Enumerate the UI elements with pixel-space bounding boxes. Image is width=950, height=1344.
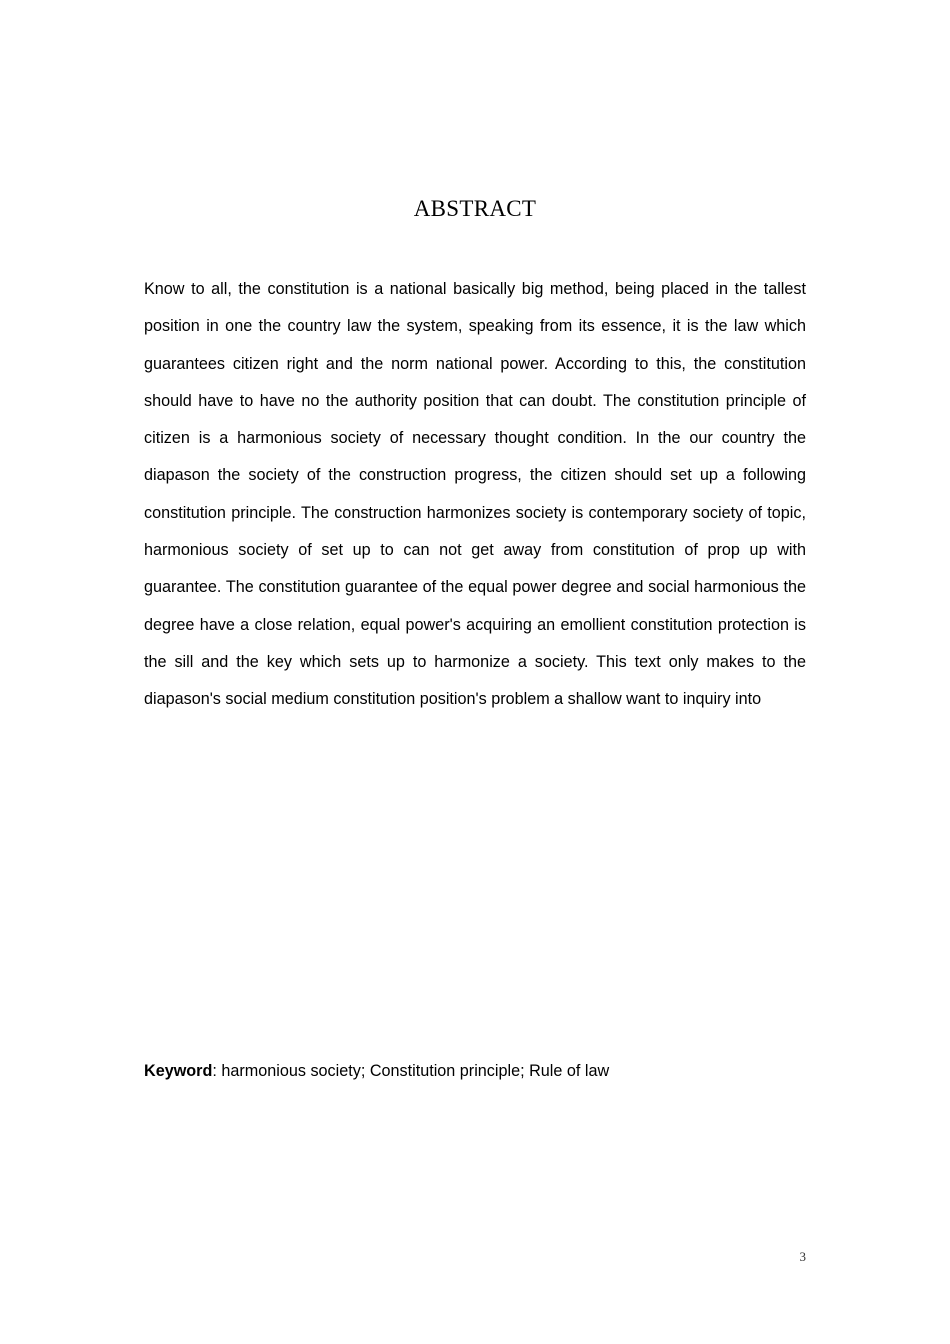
page-number: 3 bbox=[799, 1249, 806, 1264]
keyword-label: Keyword bbox=[144, 1062, 213, 1080]
keywords-line bbox=[144, 1060, 806, 1082]
keyword-list: harmonious society; Constitution principle; Rule of law bbox=[221, 1062, 610, 1080]
keyword-separator: : bbox=[212, 1062, 222, 1080]
page-title: ABSTRACT bbox=[413, 196, 537, 221]
abstract-body: Know to all, the constitution is a national basically big method, being placed in the tallest position in one the country law the system, speaking from its essence, it is the law which guarantees citizen right and the norm national power. According to this, the constitution should have to have no the authority position that can doubt. The constitution principle of citizen is a harmonious society of necessary thought condition. In the our country the diapason the society of the construction progress, the citizen should set up a following constitution principle. The construction harmonizes society is contemporary society of topic, harmonious society of set up to can not get away from constitution of prop up with guarantee. The constitution guarantee of the equal power degree and social harmonious the degree have a close relation, equal power's acquiring an emollient constitution protection is the sill and the key which sets up to harmonize a society. This text only makes to the diapason's social medium constitution position's problem a shallow want to inquiry into bbox=[144, 280, 806, 709]
